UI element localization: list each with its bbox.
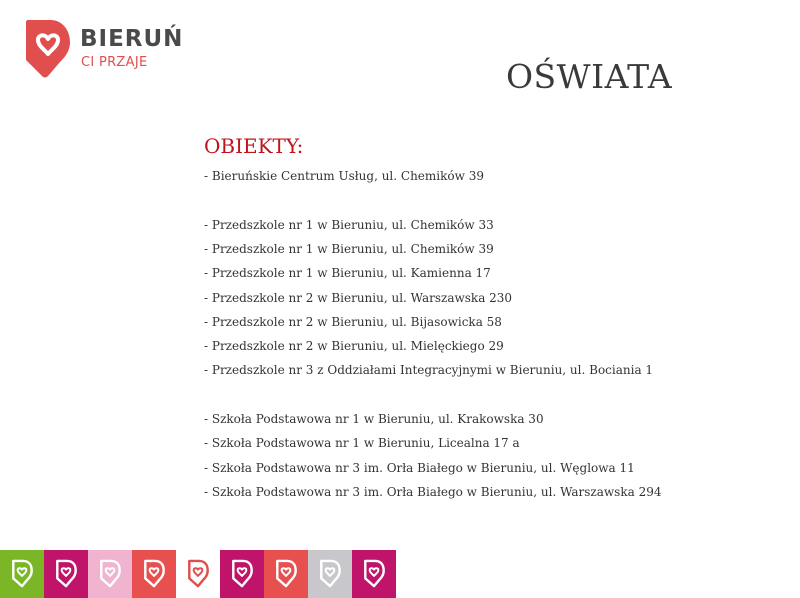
heart-b-logo-icon <box>273 559 299 589</box>
footer-tile <box>220 550 264 598</box>
heart-b-logo-icon <box>53 559 79 589</box>
list-item: - Szkoła Podstawowa nr 3 im. Orła Białego w Bieruniu, ul. Węglowa 11 <box>204 460 635 475</box>
list-item: - Szkoła Podstawowa nr 1 w Bieruniu, ul. Krakowska 30 <box>204 412 544 427</box>
list-item: - Szkoła Podstawowa nr 3 im. Orła Białego w Bieruniu, ul. Warszawska 294 <box>204 485 662 500</box>
footer-tile <box>264 550 308 598</box>
footer-tile <box>44 550 88 598</box>
heart-b-logo-icon <box>9 559 35 589</box>
heart-b-logo-icon <box>317 559 343 589</box>
heart-b-logo-icon <box>97 559 123 589</box>
list-item: - Przedszkole nr 2 w Bieruniu, ul. Warszawska 230 <box>204 290 513 305</box>
heart-b-logo-icon <box>229 559 255 589</box>
list-item: - Szkoła Podstawowa nr 1 w Bieruniu, Licealna 17 a <box>204 436 520 451</box>
brand-name: BIERUŃ <box>80 26 184 52</box>
list-item: - Przedszkole nr 1 w Bieruniu, ul. Kamienna 17 <box>204 266 491 281</box>
footer-tile <box>88 550 132 598</box>
facility-list <box>204 168 661 508</box>
list-item: - Przedszkole nr 2 w Bieruniu, ul. Bijasowicka 58 <box>204 314 502 329</box>
footer-tile <box>176 550 220 598</box>
footer-tile <box>308 550 352 598</box>
heart-b-logo-icon <box>185 559 211 589</box>
heart-b-logo-icon <box>141 559 167 589</box>
heart-b-logo-icon <box>24 18 72 80</box>
bierun-logo[interactable] <box>24 18 184 82</box>
footer-tile <box>0 550 44 598</box>
brand-tagline: CI PRZAJE <box>81 55 148 70</box>
list-item: - Przedszkole nr 2 w Bieruniu, ul. Mielęckiego 29 <box>204 339 504 354</box>
list-item: - Przedszkole nr 1 w Bieruniu, ul. Chemików 39 <box>204 241 494 256</box>
page-title: OŚWIATA <box>506 57 673 96</box>
heart-b-logo-icon <box>361 559 387 589</box>
list-item: - Przedszkole nr 1 w Bieruniu, ul. Chemików 33 <box>204 217 494 232</box>
footer-tile <box>132 550 176 598</box>
list-item: - Bieruńskie Centrum Usług, ul. Chemików 39 <box>204 169 484 183</box>
footer-tile <box>352 550 396 598</box>
list-item: - Przedszkole nr 3 z Oddziałami Integracyjnymi w Bieruniu, ul. Bociania 1 <box>204 363 654 378</box>
section-heading: OBIEKTY: <box>204 134 304 158</box>
